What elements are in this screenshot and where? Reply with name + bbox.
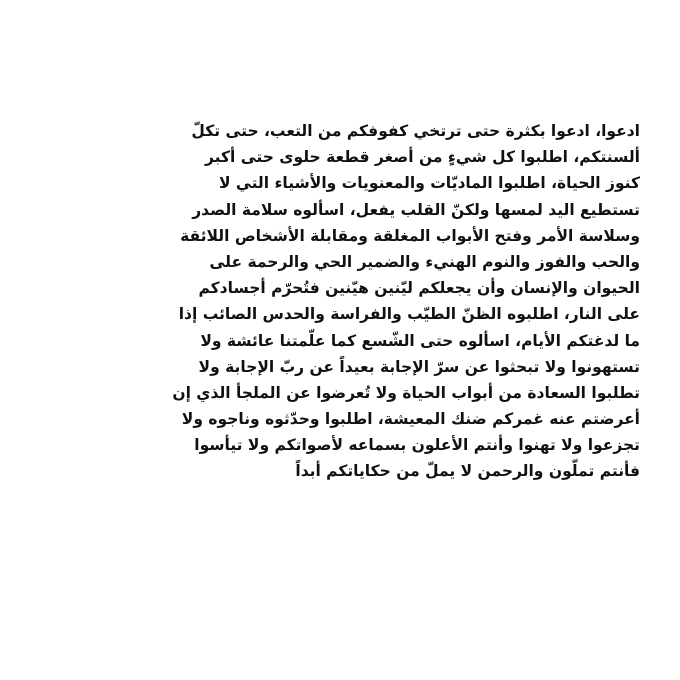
text-line-10: تستهونوا ولا تبحثوا عن سرّ الإجابة بعيداً عن ربّ الإجابة ولا <box>198 357 640 376</box>
text-line-5: وسلاسة الأمر وفتح الأبواب المغلقة ومقابلة الأشخاص اللائقة <box>180 226 640 245</box>
text-line-3: كنوز الحياة، اطلبوا الماديّات والمعنويات والأشياء التي لا <box>218 174 640 193</box>
text-line-13: تجزعوا ولا تهنوا وأنتم الأعلون بسماعه لأصواتكم ولا تيأسوا <box>194 436 640 455</box>
text-line-7: الحيوان والإنسان وأن يجعلكم ليّنين هيّنين فتُحرّم أجسادكم <box>198 279 640 298</box>
text-line-4: تستطيع اليد لمسها ولكنّ القلب يفعل، اسألوه سلامة الصدر <box>192 200 640 219</box>
text-line-6: والحب والفوز والنوم الهنيء والضمير الحي والرحمة على <box>209 252 640 271</box>
text-line-2: ألسنتكم، اطلبوا كل شيءٍ من أصغر قطعة حلوى حتى أكبر <box>205 148 640 167</box>
text-line-9: ما لدغتكم الأيام، اسألوه حتى الشّسع كما علّمتنا عائشة ولا <box>200 331 640 350</box>
text-line-8: على النار، اطلبوه الظنّ الطيّب والفراسة والحدس الصائب إذا <box>178 305 640 324</box>
text-line-1: ادعوا، ادعوا بكثرة حتى ترتخي كفوفكم من التعب، حتى تكلّ <box>191 122 640 140</box>
text-line-14: فأنتم تملّون والرحمن لا يملّ من حكاياتكم أبداً <box>295 462 640 481</box>
text-line-11: تطلبوا السعادة من أبواب الحياة ولا تُعرضوا عن الملجأ الذي إن <box>172 383 640 402</box>
text-line-12: أعرضتم عنه غمركم ضنك المعيشة، اطلبوا وحدّثوه وناجوه ولا <box>181 410 640 429</box>
arabic-paragraph <box>60 118 640 485</box>
